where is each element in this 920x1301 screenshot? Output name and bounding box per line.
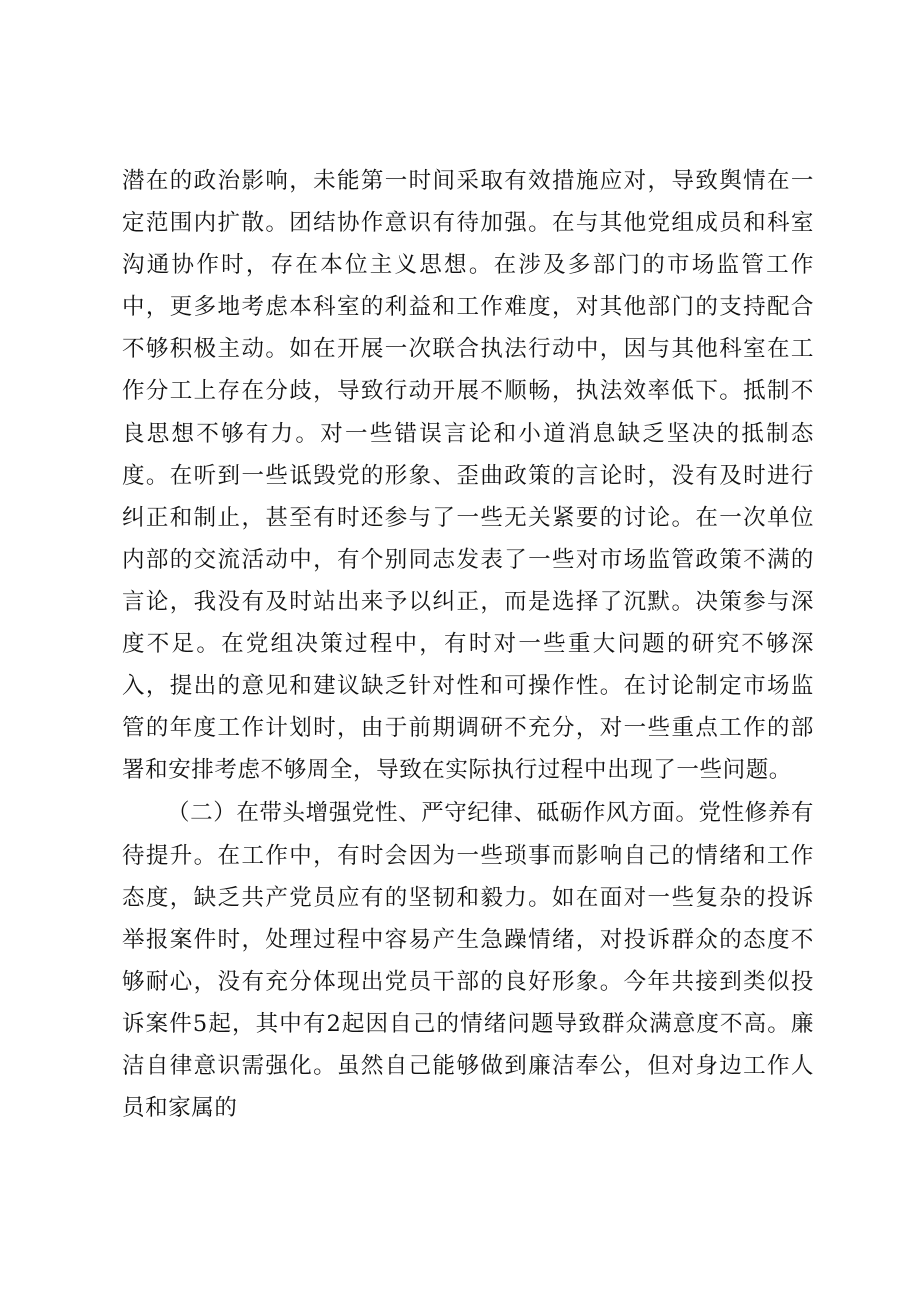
- document-body: [122, 160, 814, 1129]
- paragraph-continuation: 潜在的政治影响，未能第一时间采取有效措施应对，导致舆情在一定范围内扩散。团结协作意识有待加强。在与其他党组成员和科室沟通协作时，存在本位主义思想。在涉及多部门的市场监管工作中，更多地考虑本科室的利益和工作难度，对其他部门的支持配合不够积极主动。如在开展一次联合执法行动中，因与其他科室在工作分工上存在分歧，导致行动开展不顺畅，执法效率低下。抵制不良思想不够有力。对一些错误言论和小道消息缺乏坚决的抵制态度。在听到一些诋毁党的形象、歪曲政策的言论时，没有及时进行纠正和制止，甚至有时还参与了一些无关紧要的讨论。在一次单位内部的交流活动中，有个别同志发表了一些对市场监管政策不满的言论，我没有及时站出来予以纠正，而是选择了沉默。决策参与深度不足。在党组决策过程中，有时对一些重大问题的研究不够深入，提出的意见和建议缺乏针对性和可操作性。在讨论制定市场监管的年度工作计划时，由于前期调研不充分，对一些重点工作的部署和安排考虑不够周全，导致在实际执行过程中出现了一些问题。: [122, 168, 814, 784]
- paragraph-section-two: （二）在带头增强党性、严守纪律、砥砺作风方面。党性修养有待提升。在工作中，有时会因为一些琐事而影响自己的情绪和工作态度，缺乏共产党员应有的坚韧和毅力。如在面对一些复杂的投诉举报案件时，处理过程中容易产生急躁情绪，对投诉群众的态度不够耐心，没有充分体现出党员干部的良好形象。今年共接到类似投诉案件5起，其中有2起因自己的情绪问题导致群众满意度不高。廉洁自律意识需强化。虽然自己能够做到廉洁奉公，但对身边工作人员和家属的: [122, 800, 814, 1122]
